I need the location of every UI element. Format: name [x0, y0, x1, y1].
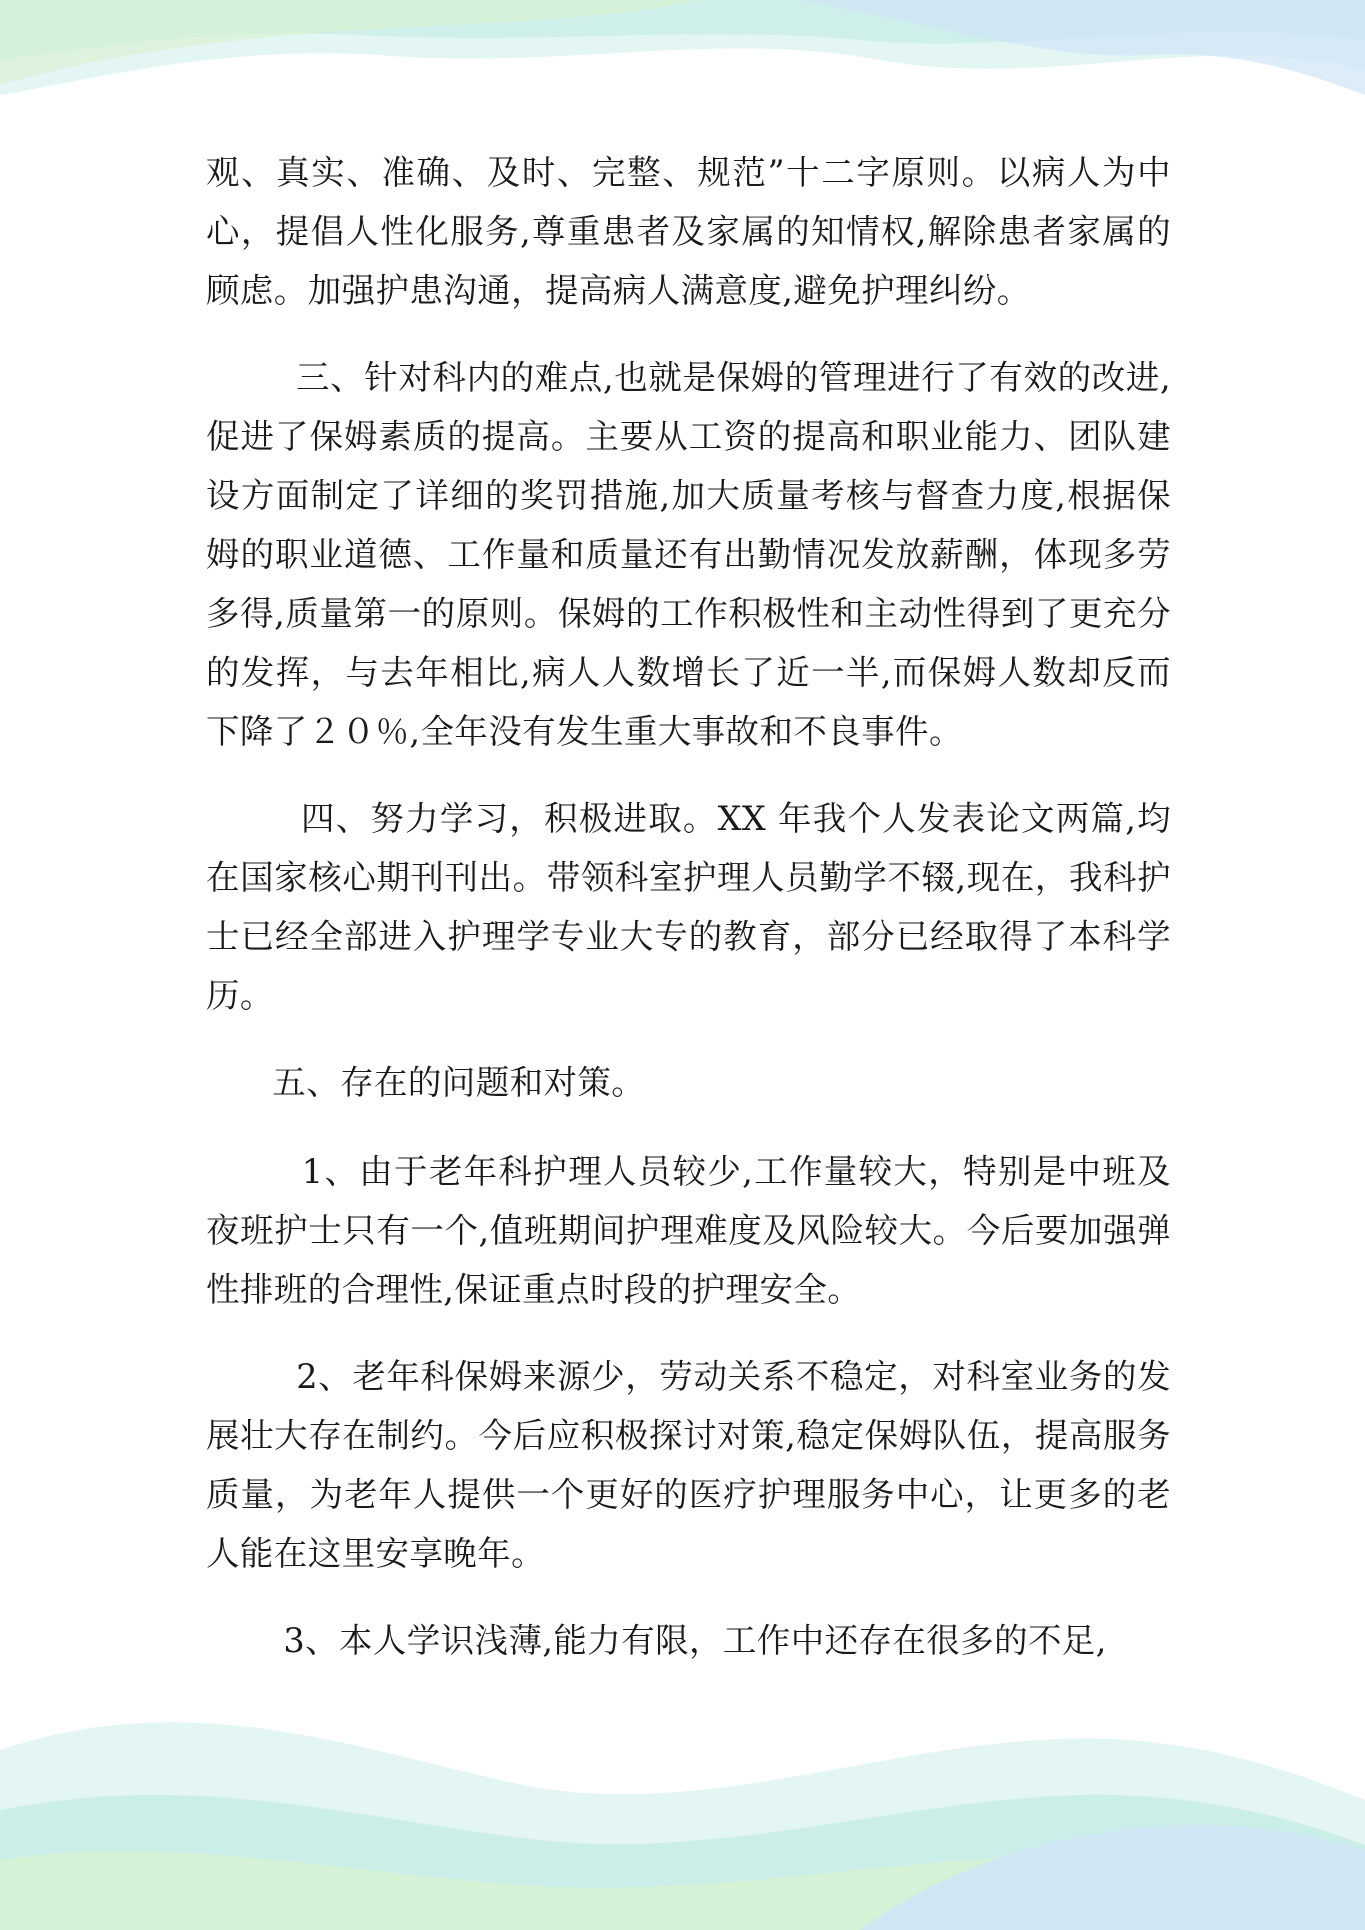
bottom-wave-decoration [0, 1630, 1365, 1930]
paragraph-nursing-principles: 观、真实、准确、及时、完整、规范”十二字原则。以病人为中心，提倡人性化服务,尊重患者及家属的知情权,解除患者家属的顾虑。加强护患沟通，提高病人满意度,避免护理纠纷。 [206, 153, 1171, 310]
paragraph-study-progress: 四、努力学习，积极进取。XX 年我个人发表论文两篇,均在国家核心期刊刊出。带领科室护理人员勤学不辍,现在，我科护士已经全部进入护理学专业大专的教育，部分已经取得了本科学历。 [206, 799, 1171, 1015]
top-wave-decoration [0, 0, 1365, 150]
paragraph-caregiver-management: 三、针对科内的难点,也就是保姆的管理进行了有效的改进,促进了保姆素质的提高。主要从工资的提高和职业能力、团队建设方面制定了详细的奖罚措施,加大质量考核与督查力度,根据保姆的职业道德、工作量和质量还有出勤情况发放薪酬，体现多劳多得,质量第一的原则。保姆的工作积极性和主动性得到了更充分的发挥，与去年相比,病人人数增长了近一半,而保姆人数却反而下降了２０％,全年没有发生重大事故和不良事件。 [206, 358, 1171, 751]
document-body [206, 143, 1171, 1670]
paragraph-problem-1: 1、由于老年科护理人员较少,工作量较大，特别是中班及夜班护士只有一个,值班期间护理难度及风险较大。今后要加强弹性排班的合理性,保证重点时段的护理安全。 [206, 1152, 1172, 1309]
paragraph-problem-3: 3、本人学识浅薄,能力有限，工作中还存在很多的不足, [206, 1621, 1107, 1660]
paragraph-problem-2: 2、老年科保姆来源少，劳动关系不稳定，对科室业务的发展壮大存在制约。今后应积极探讨对策,稳定保姆队伍，提高服务质量，为老年人提供一个更好的医疗护理服务中心，让更多的老人能在这里安享晚年。 [206, 1357, 1171, 1573]
section-heading-problems: 五、存在的问题和对策。 [206, 1063, 646, 1102]
